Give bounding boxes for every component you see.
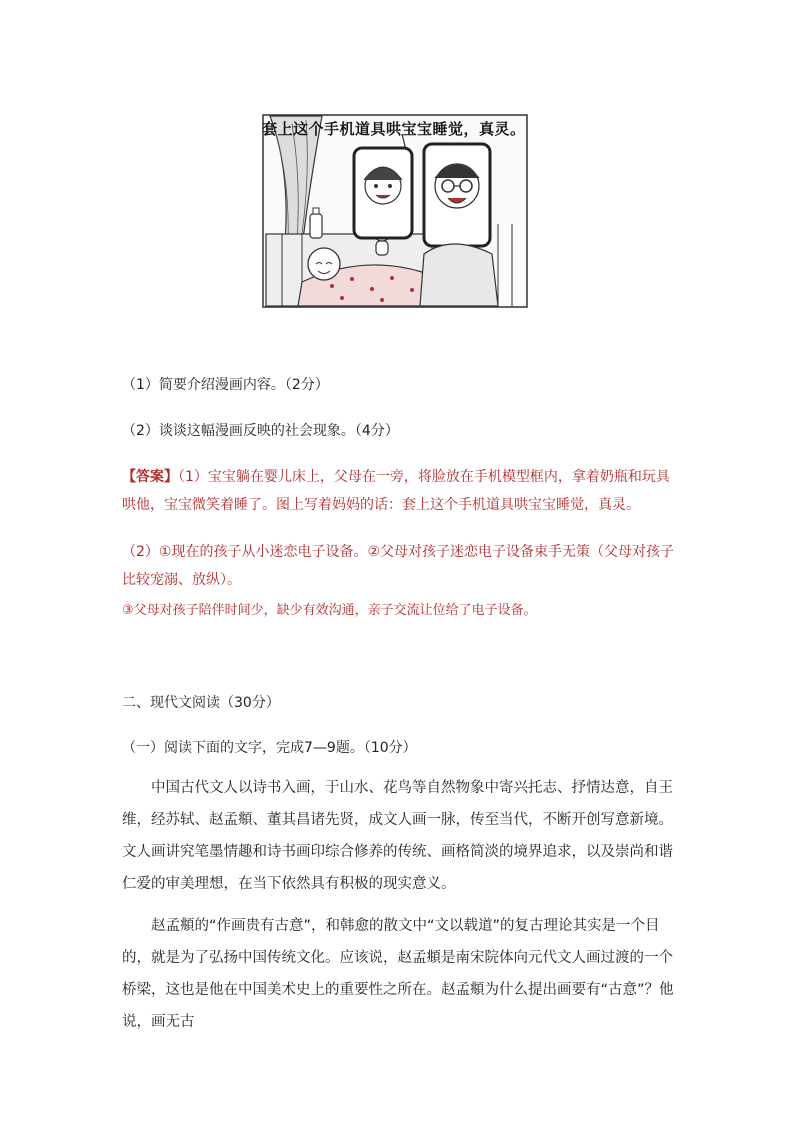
section-heading: 二、现代文阅读（30分） <box>122 695 280 711</box>
answer-2-line-3: ③父母对孩子陪伴时间少，缺少有效沟通，亲子交流让位给了电子设备。 <box>122 603 537 618</box>
answer-1-line-1 <box>122 466 682 488</box>
section-subheading: （一）阅读下面的文字，完成7—9题。（10分） <box>122 740 417 756</box>
answer-tag: 【答案】 <box>122 469 178 485</box>
answer-2-line-2: 比较宠溺、放纵）。 <box>122 572 241 588</box>
body-paragraph-2: 赵孟頫的“作画贵有古意”，和韩愈的散文中“文以载道”的复古理论其实是一个目的，就是为了弘扬中国传统文化。应该说，赵孟頫是南宋院体向元代文人画过渡的一个桥梁，这也是他在中国美术史上的重要性之所在。赵孟頫为什么提出画要有“古意”？他说，画无古 <box>122 918 674 1030</box>
answer-1-line-2: 哄他，宝宝微笑着睡了。图上写着妈妈的话：套上这个手机道具哄宝宝睡觉，真灵。 <box>122 497 640 513</box>
body-paragraph-1: 中国古代文人以诗书入画，于山水、花鸟等自然物象中寄兴托志、抒情达意，自王维，经苏轼、赵孟頫、董其昌诸先贤，成文人画一脉，传至当代，不断开创写意新境。文人画讲究笔墨情趣和诗书画印综合修养的传统、画格简淡的境界追求，以及崇尚和谐仁爱的审美理想，在当下依然具有积极的现实意义。 <box>122 780 673 892</box>
answer-2-line-1: （2）①现在的孩子从小迷恋电子设备。②父母对孩子迷恋电子设备束手无策（父母对孩子 <box>122 544 675 560</box>
question-1: （1）简要介绍漫画内容。（2分） <box>122 377 329 393</box>
cartoon-caption: 套上这个手机道具哄宝宝睡觉，真灵。 <box>262 120 526 138</box>
cartoon-illustration <box>262 114 528 308</box>
question-2: （2）谈谈这幅漫画反映的社会现象。（4分） <box>122 423 399 439</box>
answer-1-text: （1）宝宝躺在婴儿床上，父母在一旁，将脸放在手机模型框内，拿着奶瓶和玩具 <box>178 469 670 485</box>
